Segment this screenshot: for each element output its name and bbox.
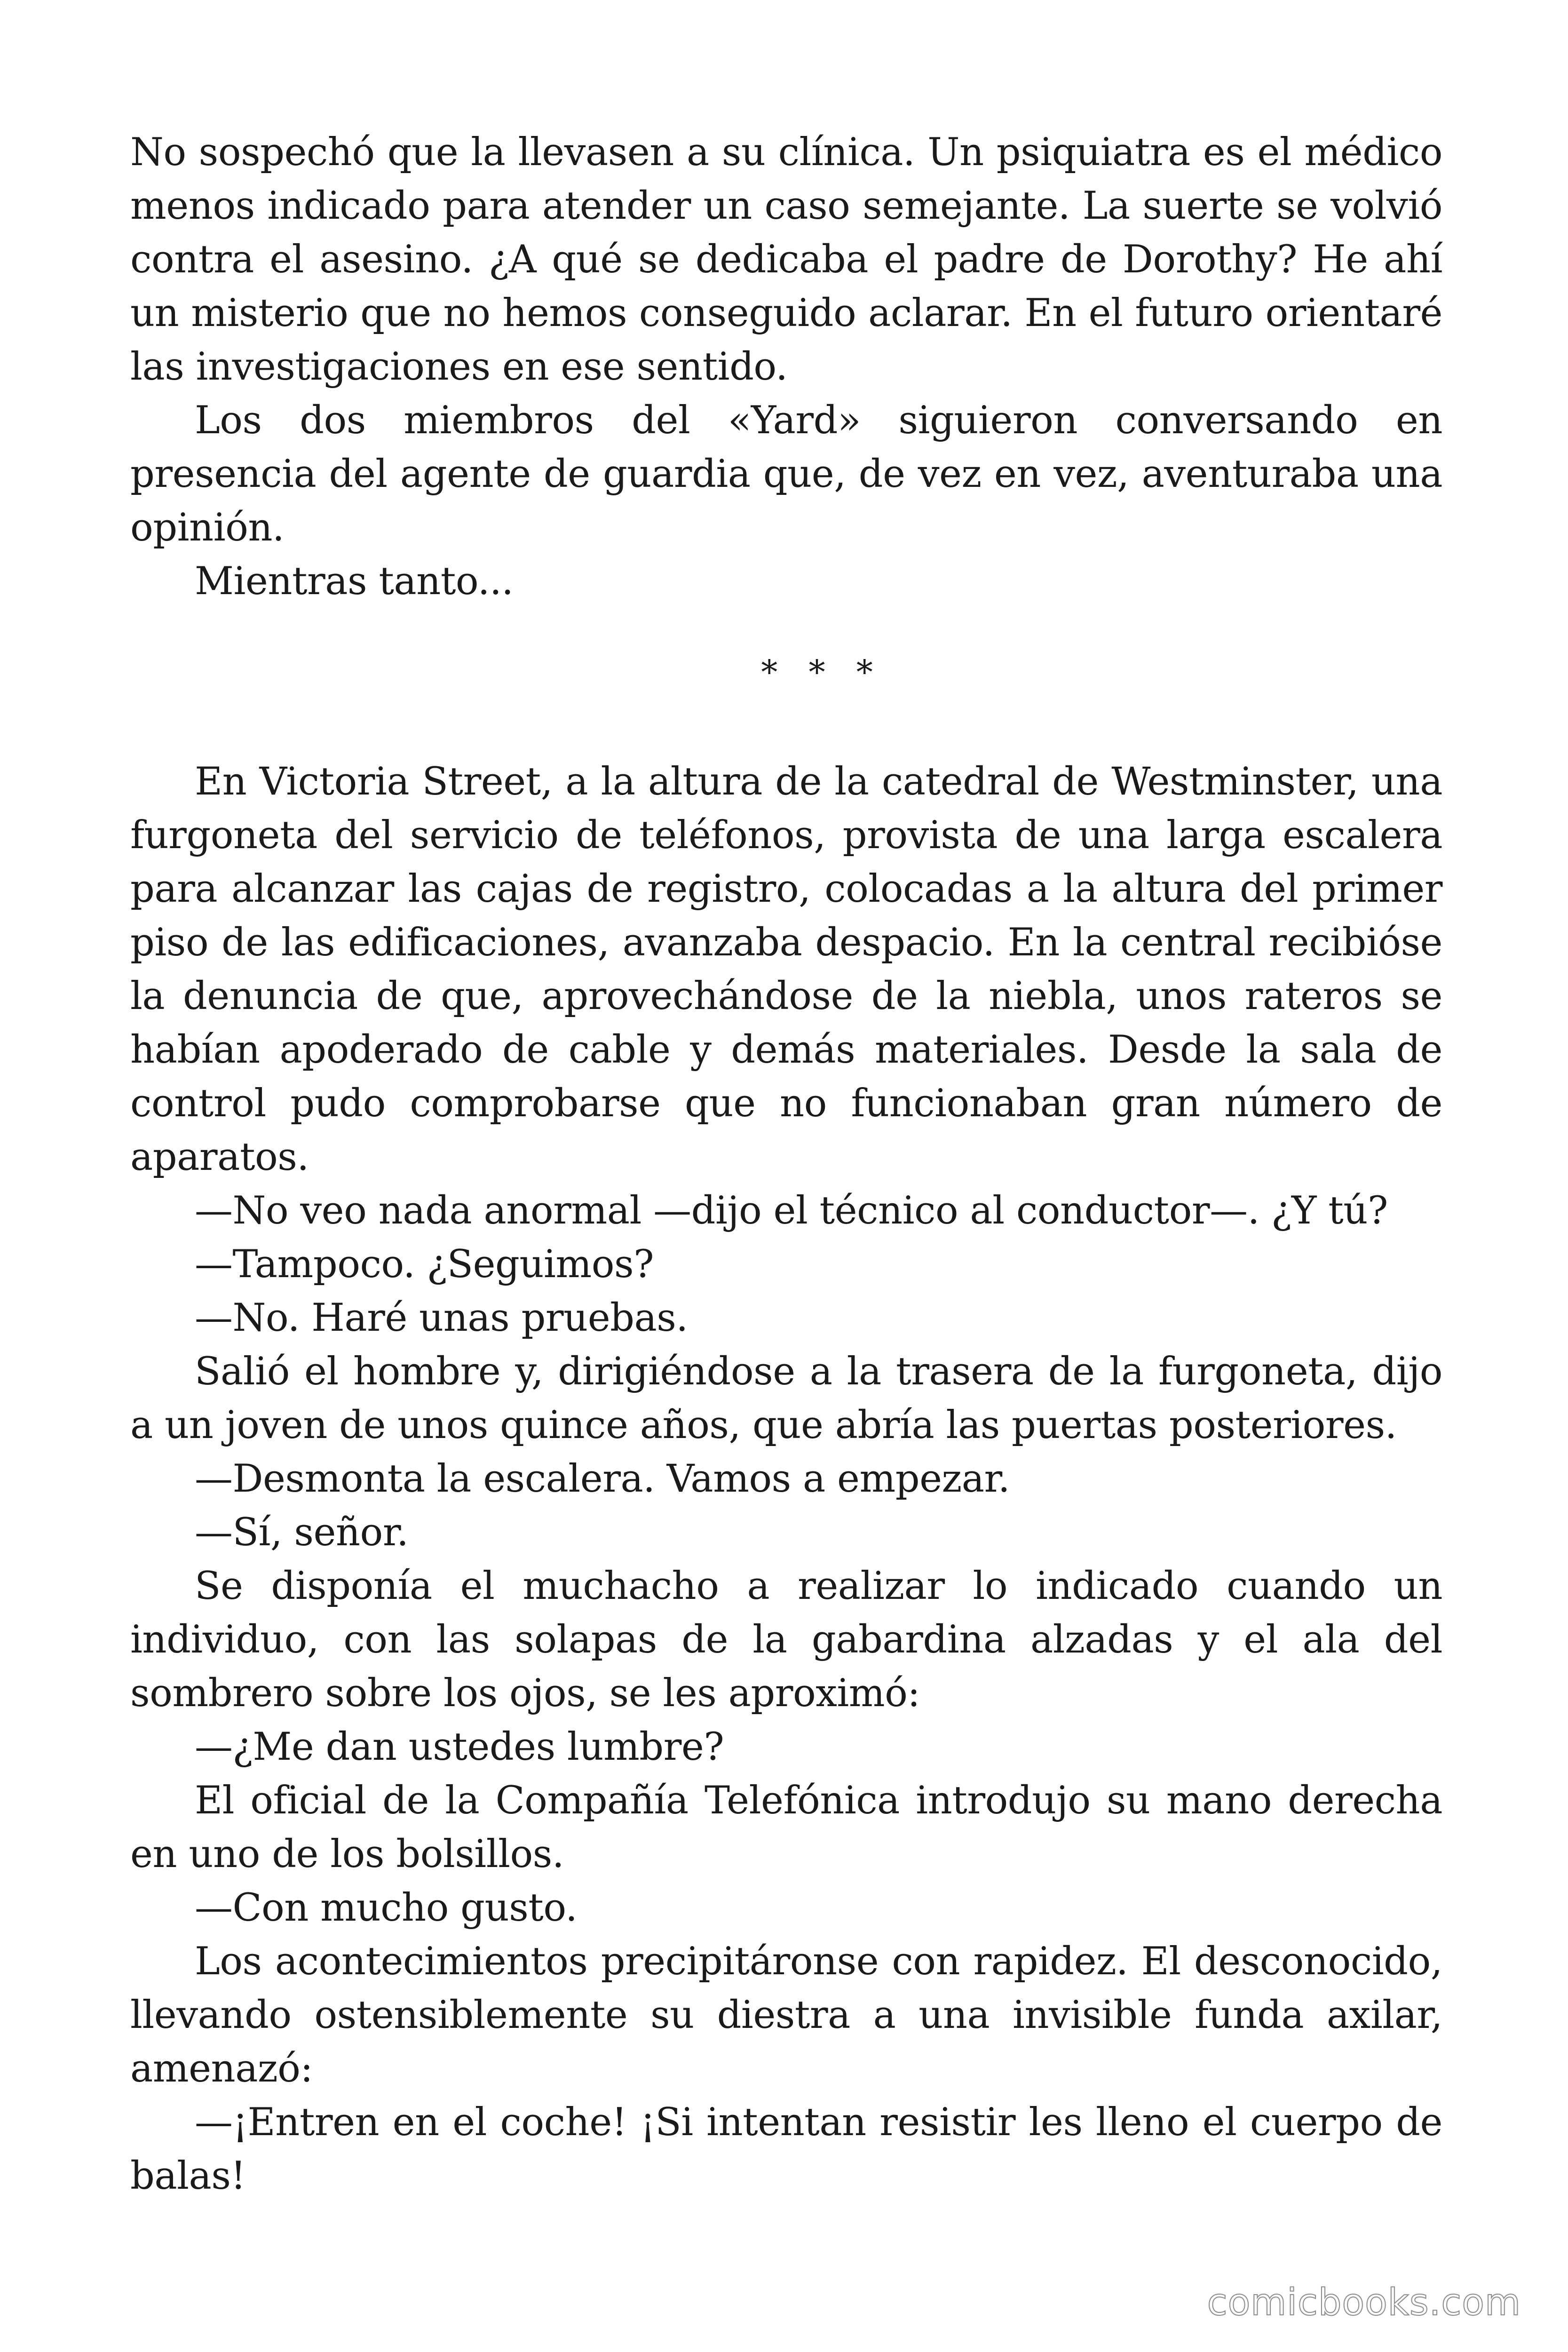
paragraph: —Con mucho gusto. <box>195 1886 578 1930</box>
paragraph: —¿Me dan ustedes lumbre? <box>195 1725 724 1769</box>
paragraph: Los acontecimientos precipitáronse con rapidez. El desconocido, llevando ostensiblemente su diestra a una invisible funda axilar, amenazó: <box>130 1939 1442 2091</box>
paragraph: Los dos miembros del «Yard» siguieron conversando en presencia del agente de guardia que, de vez en vez, aventuraba una opinión. <box>130 398 1442 550</box>
paragraph: —¡Entren en el coche! ¡Si intentan resistir les lleno el cuerpo de balas! <box>130 2100 1442 2198</box>
watermark: comicbooks.com <box>1207 2281 1521 2324</box>
paragraph: —Tampoco. ¿Seguimos? <box>195 1242 654 1287</box>
paragraph: —No veo nada anormal —dijo el técnico al conductor—. ¿Y tú? <box>195 1189 1388 1233</box>
paragraph: Salió el hombre y, dirigiéndose a la trasera de la furgoneta, dijo a un joven de unos quince años, que abría las puertas posteriores. <box>130 1350 1442 1447</box>
paragraph: Se disponía el muchacho a realizar lo indicado cuando un individuo, con las solapas de la gabardina alzadas y el ala del sombrero sobre los ojos, se les aproximó: <box>130 1564 1442 1716</box>
text-block-bottom <box>130 755 1442 2203</box>
paragraph: Mientras tanto... <box>195 559 514 604</box>
section-separator: * * * <box>761 653 883 691</box>
paragraph: —No. Haré unas pruebas. <box>195 1296 688 1340</box>
paragraph: En Victoria Street, a la altura de la catedral de Westminster, una furgoneta del servicio de teléfonos, provista de una larga escalera para alcanzar las cajas de registro, colocadas a la altura del primer piso de las edificaciones, avanzaba despacio. En la central recibióse la denuncia de que, aprovechándose de la niebla, unos rateros se habían apoderado de cable y demás materiales. Desde la sala de control pudo comprobarse que no funcionaban gran número de aparatos. <box>130 760 1442 1179</box>
paragraph: —Sí, señor. <box>195 1510 409 1555</box>
paragraph: No sospechó que la llevasen a su clínica. Un psiquiatra es el médico menos indicado para atender un caso semejante. La suerte se volvió contra el asesino. ¿A qué se dedicaba el padre de Dorothy? He ahí un misterio que no hemos conseguido aclarar. En el futuro orientaré las investigaciones en ese sentido. <box>130 130 1442 389</box>
paragraph: El oficial de la Compañía Telefónica introdujo su mano derecha en uno de los bolsillos. <box>130 1779 1442 1876</box>
paragraph: —Desmonta la escalera. Vamos a empezar. <box>195 1457 1010 1501</box>
text-block-top <box>130 126 1442 608</box>
